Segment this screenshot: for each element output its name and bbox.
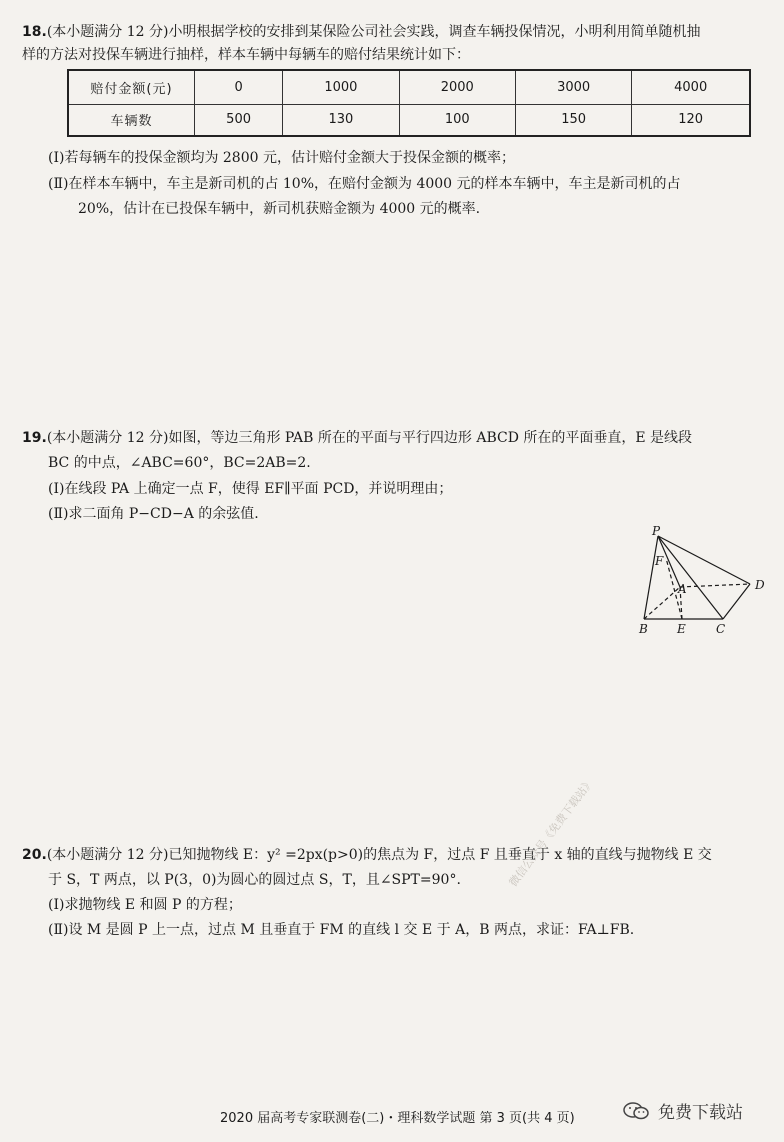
table-cell: 0 <box>195 70 283 104</box>
table-cell: 1000 <box>283 70 399 104</box>
table-cell: 130 <box>283 104 399 136</box>
q19-intro-2: BC 的中点，∠ABC=60°，BC=2AB=2. <box>48 455 311 471</box>
q20-part2: (Ⅱ)设 M 是圆 P 上一点，过点 M 且垂直于 FM 的直线 l 交 E 于 A，B 两点，求证：FA⊥FB. <box>48 922 635 938</box>
label-C: C <box>716 622 726 636</box>
q19-number: 19. <box>22 430 47 446</box>
q19-geometry-figure <box>630 525 775 640</box>
q20-part1: (Ⅰ)求抛物线 E 和圆 P 的方程； <box>48 897 242 913</box>
wechat-icon <box>622 1101 650 1121</box>
q19-line1 <box>22 428 762 448</box>
brand-logo <box>622 1098 743 1123</box>
table-cell: 2000 <box>399 70 515 104</box>
q18-part2-line2: 20%，估计在已投保车辆中，新司机获赔金额为 4000 元的概率. <box>78 201 481 217</box>
q20-intro-2: 于 S，T 两点，以 P(3，0)为圆心的圆过点 S，T，且∠SPT=90°. <box>48 872 461 888</box>
q18-intro-2: 样的方法对投保车辆进行抽样，样本车辆中每辆车的赔付结果统计如下： <box>22 47 470 63</box>
table-cell: 100 <box>399 104 515 136</box>
q18-number: 18. <box>22 24 47 40</box>
table-row1-header: 赔付金额(元) <box>68 70 195 104</box>
q18-part2-line1: (Ⅱ)在样本车辆中，车主是新司机的占 10%，在赔付金额为 4000 元的样本车辆中，车主是新司机的占 <box>48 176 681 192</box>
page-footer: 2020 届高考专家联测卷(二)・理科数学试题 第 3 页(共 4 页) <box>220 1111 575 1126</box>
q18-line1 <box>22 22 762 42</box>
table-cell: 3000 <box>515 70 631 104</box>
label-B: B <box>639 622 648 636</box>
label-F: F <box>655 554 664 568</box>
label-P: P <box>652 525 661 538</box>
watermark: 微信公众号《免费下载站》 <box>506 775 597 890</box>
table-cell: 500 <box>195 104 283 136</box>
table-row2-header: 车辆数 <box>68 104 195 136</box>
label-A: A <box>678 582 687 596</box>
label-E: E <box>677 622 686 636</box>
q20-line1 <box>22 845 762 865</box>
q20-number: 20. <box>22 847 47 863</box>
q20-intro-1: (本小题满分 12 分)已知抛物线 E：y² =2px(p>0)的焦点为 F，过点 F 且垂直于 x 轴的直线与抛物线 E 交 <box>46 847 712 863</box>
q18-part1: (Ⅰ)若每辆车的投保金额均为 2800 元，估计赔付金额大于投保金额的概率； <box>48 150 515 166</box>
table-cell: 4000 <box>632 70 750 104</box>
label-D: D <box>755 578 765 592</box>
q19-part1: (Ⅰ)在线段 PA 上确定一点 F，使得 EF∥平面 PCD，并说明理由； <box>48 481 453 497</box>
q19-intro-1: (本小题满分 12 分)如图，等边三角形 PAB 所在的平面与平行四边形 ABCD 所在的平面垂直，E 是线段 <box>46 430 693 446</box>
payout-table <box>67 69 751 137</box>
brand-name: 免费下载站 <box>658 1103 743 1123</box>
q19-part2: (Ⅱ)求二面角 P−CD−A 的余弦值. <box>48 506 259 522</box>
q18-intro-1: (本小题满分 12 分)小明根据学校的安排到某保险公司社会实践，调查车辆投保情况，小明利用简单随机抽 <box>46 24 701 40</box>
table-cell: 120 <box>632 104 750 136</box>
table-cell: 150 <box>515 104 631 136</box>
